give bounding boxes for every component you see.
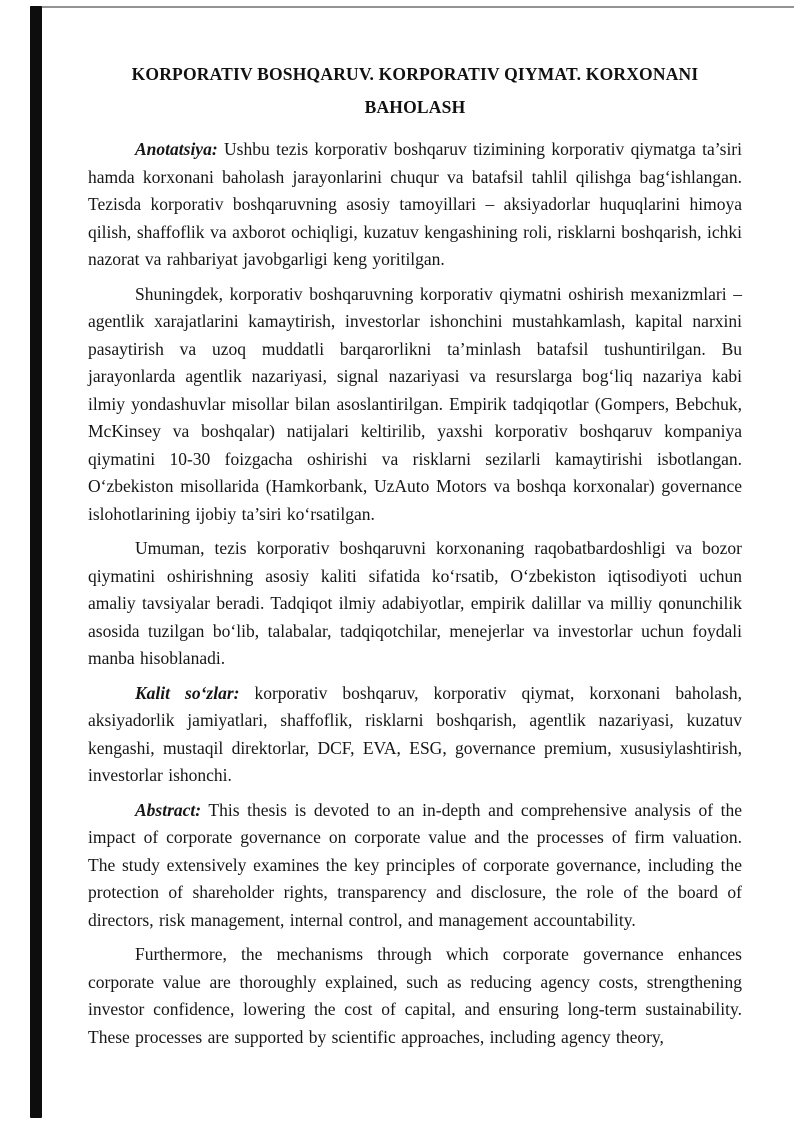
page-title: KORPORATIV BOSHQARUV. KORPORATIV QIYMAT. KORXONANI BAHOLASH bbox=[131, 64, 699, 117]
scan-top-edge-artifact bbox=[30, 6, 794, 8]
paragraph-furthermore bbox=[88, 941, 742, 1051]
paragraph-abstract bbox=[88, 797, 742, 935]
paragraph-text: Ushbu tezis korporativ boshqaruv tizimining korporativ qiymatga ta’siri hamda korxonani baholash jarayonlarini chuqur va batafsil tahlil qilishga bag‘ishlangan. Tezisda korporativ boshqaruvning asosiy tamoyillari – aksiyadorlar huquqlarini himoya qilish, shaffoflik va axborot ochiqligi, kuzatuv kengashining roli, risklarni boshqarish, ichki nazorat va rahbariyat javobgarligi keng yoritilgan. bbox=[88, 139, 742, 269]
paragraph-text: Shuningdek, korporativ boshqaruvning korporativ qiymatni oshirish mexanizmlari – agentlik xarajatlarini kamaytirish, investorlar ishonchini mustahkamlash, kapital narxini pasaytirish va uzoq muddatli barqarorlikni ta’minlash batafsil tushuntirilgan. Bu jarayonlarda agentlik nazariyasi, signal nazariyasi va resurslarga bog‘liq nazariya kabi ilmiy yondashuvlar misollar bilan asoslantirilgan. Empirik tadqiqotlar (Gompers, Bebchuk, McKinsey va boshqalar) natijalari keltirilib, yaxshi korporativ boshqaruv kompaniya qiymatini 10-30 foizgacha oshirishi va risklarni sezilarli kamaytirishi isbotlangan. O‘zbekiston misollarida (Hamkorbank, UzAuto Motors va boshqa korxonalar) governance islohotlarining ijobiy ta’siri ko‘rsatilgan. bbox=[88, 283, 742, 524]
paragraph-umuman bbox=[88, 535, 742, 673]
paragraph-shuningdek bbox=[88, 281, 742, 529]
paragraph-text: Furthermore, the mechanisms through which corporate governance enhances corporate value are thoroughly explained, such as reducing agency costs, strengthening investor confidence, lowering the cost of capital, and ensuring long-term sustainability. These processes are supported by scientific approaches, including agency theory, bbox=[88, 944, 742, 1047]
document-body bbox=[88, 136, 742, 1051]
paragraph-kalit-sozlar bbox=[88, 680, 742, 790]
document-page bbox=[88, 58, 742, 1058]
paragraph-text: This thesis is devoted to an in-depth and comprehensive analysis of the impact of corporate governance on corporate value and the processes of firm valuation. The study extensively examines the key principles of corporate governance, including the protection of shareholder rights, transparency and disclosure, the role of the board of directors, risk management, internal control, and management accountability. bbox=[88, 799, 742, 930]
paragraph-text: Umuman, tezis korporativ boshqaruvni korxonaning raqobatbardoshligi va bozor qiymatini oshirishning asosiy kaliti sifatida ko‘rsatib, O‘zbekiston iqtisodiyoti uchun amaliy tavsiyalar beradi. Tadqiqot ilmiy adabiyotlar, empirik dalillar va milliy qonunchilik asosida tuzilgan bo‘lib, talabalar, tadqiqotchilar, menejerlar va investorlar uchun foydali manba hisoblanadi. bbox=[88, 538, 742, 668]
keywords-lead-label: Kalit so‘zlar: bbox=[135, 682, 240, 703]
abstract-lead-label: Abstract: bbox=[135, 799, 202, 820]
paragraph-anotatsiya bbox=[88, 136, 742, 274]
paragraph-text: korporativ boshqaruv, korporativ qiymat, korxonani baholash, aksiyadorlik jamiyatlari, shaffoflik, risklarni boshqarish, agentlik nazariyasi, kuzatuv kengashi, mustaqil direktorlar, DCF, EVA, ESG, governance premium, xususiylashtirish, investorlar ishonchi. bbox=[88, 682, 742, 785]
anotatsiya-lead-label: Anotatsiya: bbox=[135, 139, 218, 159]
scan-left-edge-artifact bbox=[30, 6, 42, 1118]
